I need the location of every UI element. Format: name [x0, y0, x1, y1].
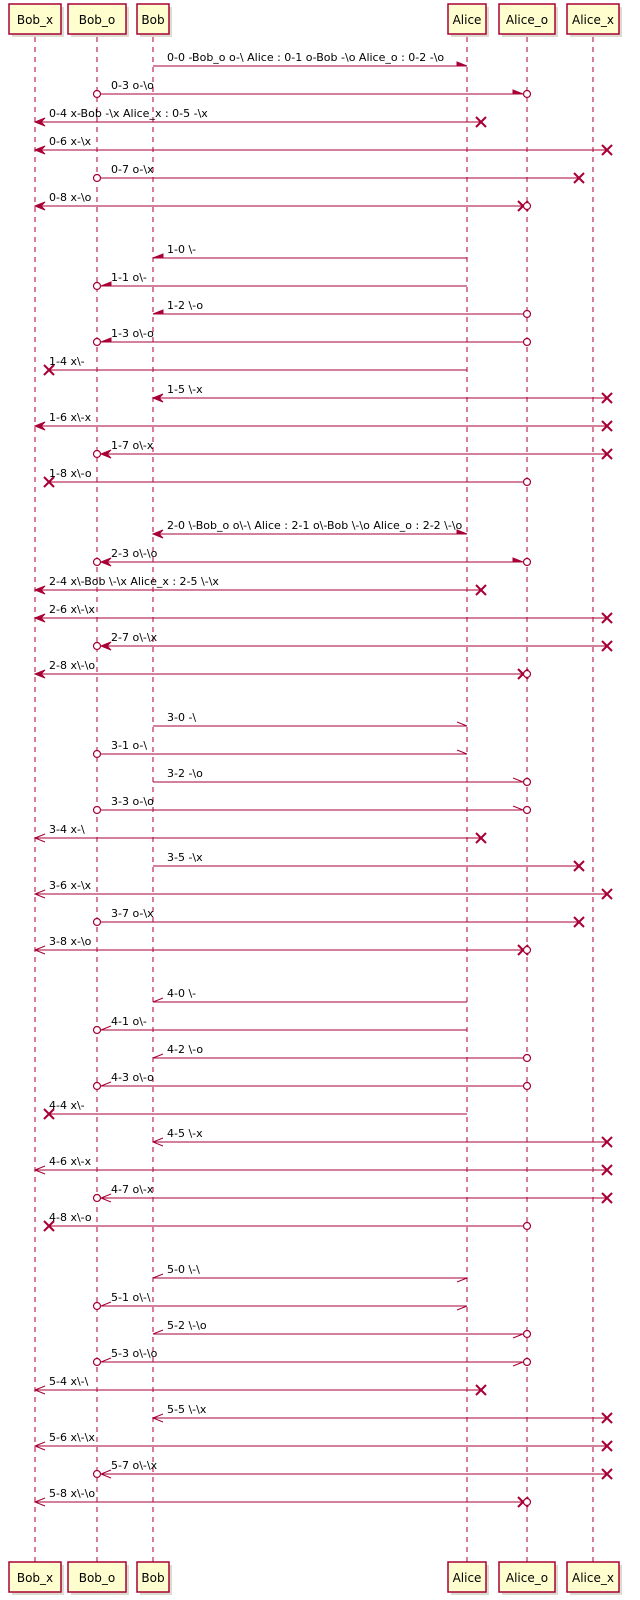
message-label: 1-0 \- [167, 243, 197, 256]
message-arrow [153, 1319, 531, 1338]
message-label: 4-6 x\-x [49, 1155, 92, 1168]
participant-alice_o-top [499, 4, 558, 37]
message-arrow [35, 1431, 612, 1451]
participant-label: Alice_x [572, 1571, 614, 1585]
message-label: 4-4 x\- [49, 1099, 85, 1112]
participant-bob_o-top [68, 4, 129, 37]
message-arrow [94, 79, 531, 98]
message-arrow [153, 767, 531, 786]
message-label: 1-5 \-x [167, 383, 203, 396]
message-arrow [35, 823, 486, 843]
participant-label: Bob [141, 1571, 165, 1585]
participant-label: Alice [452, 13, 482, 27]
participant-alice_o-bottom [499, 1562, 558, 1595]
participant-alice_x-bottom [567, 1562, 622, 1595]
message-arrow [94, 1291, 468, 1310]
message-label: 0-4 x-Bob -\x Alice_x : 0-5 -\x [49, 107, 208, 120]
message-label: 1-4 x\- [49, 355, 85, 368]
participant-label: Bob_o [78, 13, 116, 27]
message-arrow [153, 1403, 612, 1423]
message-arrow [153, 1263, 467, 1282]
participant-bob-bottom [137, 1562, 172, 1595]
message-arrow [153, 299, 531, 318]
participant-alice_x-top [567, 4, 622, 37]
message-label: 2-7 o\-\x [111, 631, 158, 644]
message-arrow [35, 191, 531, 211]
message-arrow [44, 1211, 531, 1231]
participant-bob_o-bottom [68, 1562, 129, 1595]
message-label: 4-2 \-o [167, 1043, 204, 1056]
message-arrow [35, 603, 612, 623]
message-label: 5-4 x\-\ [49, 1375, 89, 1388]
message-label: 1-6 x\-x [49, 411, 92, 424]
participant-label: Alice [452, 1571, 482, 1585]
message-arrow [44, 355, 467, 375]
message-label: 5-8 x\-\o [49, 1487, 96, 1500]
message-arrow [44, 467, 531, 487]
message-label: 1-3 o\-o [111, 327, 154, 340]
message-label: 5-7 o\-\x [111, 1459, 158, 1472]
message-arrow [153, 1043, 531, 1062]
participant-label: Alice_o [505, 13, 549, 27]
participant-bob_x-bottom [9, 1562, 64, 1595]
participant-alice-bottom [448, 1562, 489, 1595]
participant-label: Bob_o [78, 1571, 116, 1585]
message-label: 4-3 o\-o [111, 1071, 154, 1084]
message-arrow [153, 51, 467, 66]
message-arrow [35, 575, 486, 595]
message-arrow [94, 547, 531, 566]
message-label: 5-5 \-\x [167, 1403, 207, 1416]
message-arrow [94, 1347, 531, 1366]
message-label: 3-5 -\x [167, 851, 203, 864]
participant-label: Bob [141, 13, 165, 27]
message-label: 3-3 o-\o [111, 795, 154, 808]
message-label: 4-8 x\-o [49, 1211, 92, 1224]
message-label: 0-0 -Bob_o o-\ Alice : 0-1 o-Bob -\o Alice_o : 0-2 -\o [167, 51, 445, 64]
message-label: 3-1 o-\ [111, 739, 148, 752]
message-label: 3-0 -\ [167, 711, 197, 724]
message-label: 3-7 o-\x [111, 907, 154, 920]
message-label: 2-8 x\-\o [49, 659, 96, 672]
message-label: 3-2 -\o [167, 767, 203, 780]
message-label: 1-8 x\-o [49, 467, 92, 480]
message-label: 0-6 x-\x [49, 135, 92, 148]
participant-label: Alice_o [505, 1571, 549, 1585]
message-label: 0-7 o-\x [111, 163, 154, 176]
message-label: 3-8 x-\o [49, 935, 92, 948]
message-arrow [35, 135, 612, 155]
participant-bob_x-top [9, 4, 64, 37]
message-arrow [153, 987, 467, 1002]
message-label: 1-7 o\-x [111, 439, 154, 452]
message-label: 2-3 o\-\o [111, 547, 158, 560]
message-label: 5-6 x\-\x [49, 1431, 95, 1444]
message-arrow [153, 383, 612, 403]
message-arrow [35, 935, 531, 955]
message-arrow [94, 271, 468, 290]
participant-label: Bob_x [16, 13, 54, 27]
participant-alice-top [448, 4, 489, 37]
message-label: 5-3 o\-\o [111, 1347, 158, 1360]
message-arrow [94, 327, 531, 346]
message-label: 0-3 o-\o [111, 79, 154, 92]
message-label: 3-4 x-\ [49, 823, 85, 836]
participant-label: Bob_x [16, 1571, 54, 1585]
message-label: 4-1 o\- [111, 1015, 147, 1028]
message-arrow [153, 851, 584, 871]
message-arrow [94, 1459, 613, 1479]
message-arrow [94, 1183, 613, 1203]
message-arrow [35, 1155, 612, 1175]
message-arrow [35, 659, 531, 679]
message-arrow [153, 711, 467, 726]
message-arrow [35, 1375, 486, 1395]
message-arrow [35, 1487, 531, 1507]
message-label: 2-0 \-Bob_o o\-\ Alice : 2-1 o\-Bob \-\o Alice_o : 2-2 \-\o [167, 519, 463, 532]
message-label: 2-6 x\-\x [49, 603, 95, 616]
message-label: 3-6 x-\x [49, 879, 92, 892]
message-arrow [153, 1127, 612, 1147]
message-label: 1-2 \-o [167, 299, 204, 312]
message-arrow [35, 411, 612, 431]
message-label: 4-7 o\-x [111, 1183, 154, 1196]
message-label: 4-5 \-x [167, 1127, 203, 1140]
message-arrow [94, 739, 468, 758]
message-arrow [94, 631, 613, 651]
message-arrow [94, 439, 613, 459]
message-label: 4-0 \- [167, 987, 197, 1000]
message-label: 0-8 x-\o [49, 191, 92, 204]
message-arrow [94, 1015, 468, 1034]
participant-label: Alice_x [572, 13, 614, 27]
message-arrow [94, 795, 531, 814]
message-label: 5-0 \-\ [167, 1263, 200, 1276]
message-arrow [94, 1071, 531, 1090]
message-arrow [35, 879, 612, 899]
message-arrow [153, 519, 467, 538]
message-arrow [35, 107, 486, 127]
message-label: 5-1 o\-\ [111, 1291, 151, 1304]
participant-bob-top [137, 4, 172, 37]
message-arrow [153, 243, 467, 258]
message-arrow [94, 163, 585, 183]
message-label: 1-1 o\- [111, 271, 147, 284]
message-label: 5-2 \-\o [167, 1319, 207, 1332]
message-label: 2-4 x\-Bob \-\x Alice_x : 2-5 \-\x [49, 575, 219, 588]
message-arrow [94, 907, 585, 927]
message-arrow [44, 1099, 467, 1119]
